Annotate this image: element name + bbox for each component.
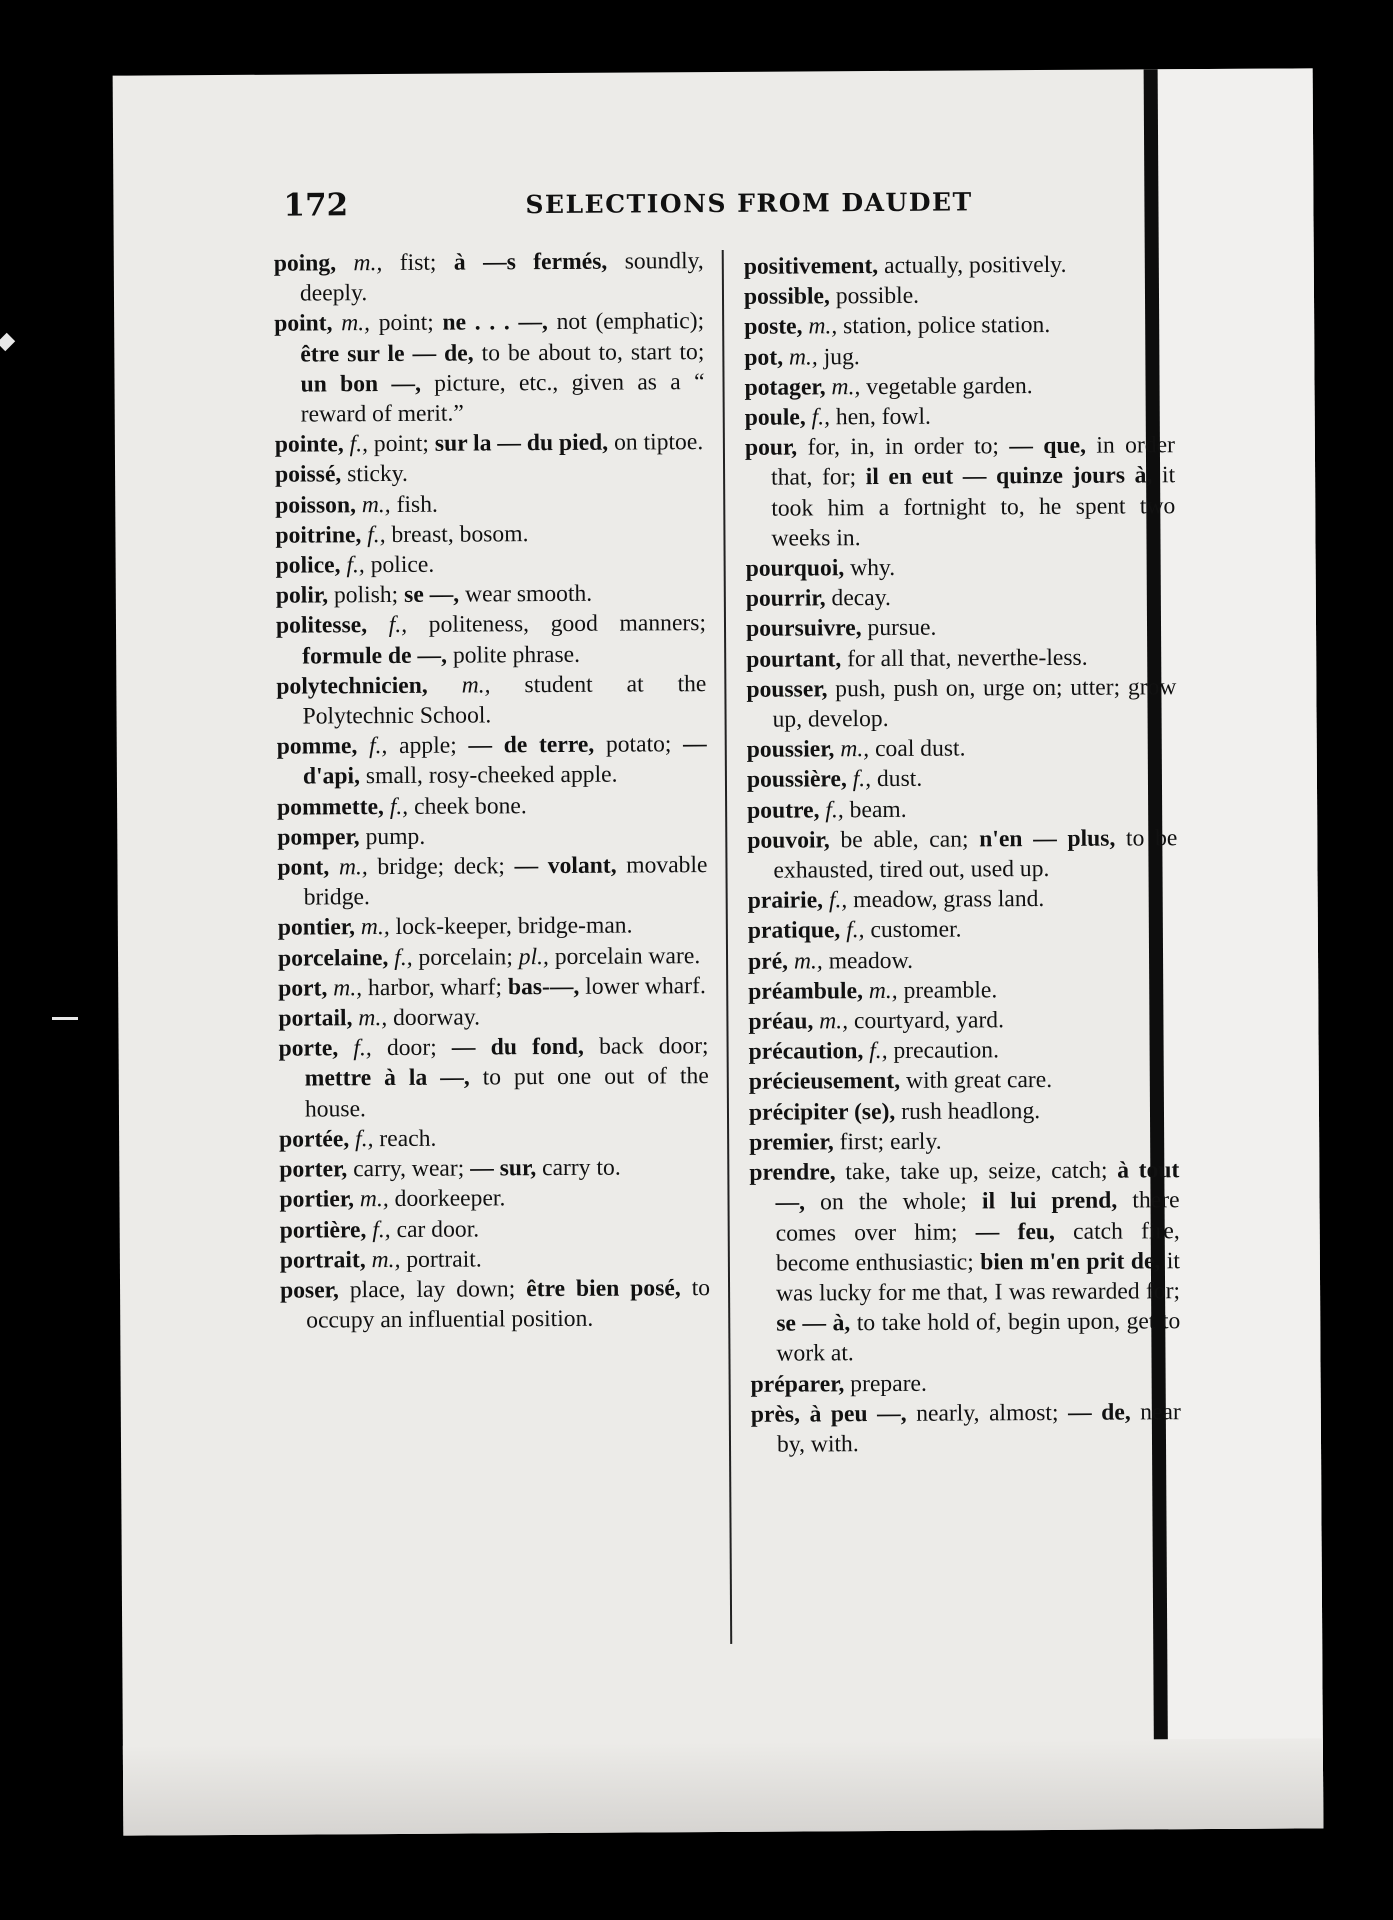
entry-text: jug. xyxy=(817,343,860,370)
entry-phrase: — du fond, xyxy=(451,1034,584,1061)
entry-text: wear smooth. xyxy=(459,580,593,608)
page-header xyxy=(283,183,1098,228)
dictionary-entry xyxy=(276,609,706,672)
entry-grammar: m., xyxy=(825,373,861,401)
entry-headword: pouvoir, xyxy=(747,827,830,854)
entry-text: carry to. xyxy=(536,1154,621,1182)
entry-headword: poussier, xyxy=(746,736,835,764)
dictionary-entry xyxy=(280,1243,710,1276)
entry-text: harbor, wharf; xyxy=(362,974,508,1002)
entry-phrase: se —, xyxy=(404,581,460,609)
entry-headword: précaution, xyxy=(748,1038,864,1066)
entry-text: there comes over him; xyxy=(775,1187,1180,1247)
entry-grammar: f., xyxy=(805,404,831,431)
entry-headword: point, xyxy=(274,310,333,338)
dictionary-entry xyxy=(278,941,708,974)
entry-text: porcelain; xyxy=(412,943,519,971)
entry-headword: pont, xyxy=(277,854,330,881)
entry-grammar: m., xyxy=(354,914,390,941)
entry-headword: porter, xyxy=(279,1156,348,1183)
entry-headword: potager, xyxy=(744,374,826,401)
entry-grammar: m., xyxy=(353,1186,389,1213)
entry-grammar: m., xyxy=(327,975,363,1002)
entry-grammar: m., xyxy=(365,1246,401,1273)
entry-grammar: m., xyxy=(782,343,818,371)
scan-edge-mark xyxy=(0,333,15,351)
entry-headword: poing, xyxy=(273,250,337,277)
entry-phrase: à —s fermés, xyxy=(453,248,608,276)
entry-text: prepare. xyxy=(844,1370,927,1397)
entry-text: why. xyxy=(844,554,896,582)
entry-grammar: m., xyxy=(427,672,491,699)
entry-text: to be exhausted, tired out, used up. xyxy=(773,825,1178,884)
entry-text: for, in, in order to; xyxy=(797,433,1010,461)
entry-phrase: — d'api, xyxy=(302,731,707,790)
entry-headword: pourquoi, xyxy=(745,555,845,582)
entry-phrase: être bien posé, xyxy=(526,1275,681,1303)
entry-headword: poursuivre, xyxy=(745,615,862,643)
entry-phrase: un bon —, xyxy=(300,370,422,398)
entry-headword: préau, xyxy=(748,1008,814,1035)
entry-text: portrait. xyxy=(400,1246,482,1273)
entry-headword: portier, xyxy=(279,1186,355,1213)
dictionary-entry xyxy=(748,883,1178,916)
entry-grammar: m., xyxy=(352,1005,388,1032)
entry-headword: poser, xyxy=(279,1277,339,1304)
entry-headword: pour, xyxy=(744,434,798,462)
dictionary-entry xyxy=(276,548,706,581)
entry-text: dust. xyxy=(870,766,923,793)
entry-headword: polytechnicien, xyxy=(276,672,428,700)
entry-phrase: bien m'en prit de, xyxy=(980,1248,1161,1276)
entry-grammar: f., xyxy=(822,887,848,914)
entry-text: to put one out of the house. xyxy=(304,1063,709,1123)
dictionary-entry xyxy=(277,850,707,913)
entry-headword: poste, xyxy=(744,313,803,341)
dictionary-entry xyxy=(744,340,1174,373)
entry-text: lower wharf. xyxy=(579,972,706,1000)
entry-text: not (emphatic); xyxy=(547,308,705,336)
entry-text: possible. xyxy=(829,282,920,310)
entry-phrase: mettre à la —, xyxy=(304,1065,470,1093)
entry-headword: pourrir, xyxy=(745,585,826,613)
entry-text: bridge; deck; xyxy=(367,853,515,881)
dictionary-entry xyxy=(278,1031,709,1124)
dictionary-entry xyxy=(274,246,704,309)
entry-text: lock-keeper, bridge-man. xyxy=(389,912,633,941)
entry-text: courtyard, yard. xyxy=(847,1007,1005,1035)
entry-text: car door. xyxy=(390,1215,480,1243)
entry-phrase: il en eut — quinze jours à, xyxy=(865,462,1153,491)
entry-text: vegetable garden. xyxy=(860,372,1033,400)
dictionary-entry xyxy=(280,1273,710,1336)
entry-grammar: f., xyxy=(840,917,865,944)
entry-headword: portail, xyxy=(278,1005,353,1032)
entry-text: police. xyxy=(364,551,435,579)
entry-grammar: m., xyxy=(355,491,391,518)
dictionary-entry xyxy=(277,820,707,853)
entry-headword: polir, xyxy=(275,582,329,609)
entry-headword: pré, xyxy=(747,948,789,975)
dictionary-entry xyxy=(744,249,1174,282)
entry-phrase: se — à, xyxy=(776,1310,851,1337)
entry-text: potato; xyxy=(594,731,684,759)
entry-headword: premier, xyxy=(749,1129,834,1156)
entry-text: precaution. xyxy=(887,1037,1000,1065)
entry-phrase: ne . . . —, xyxy=(442,309,548,337)
dictionary-entry xyxy=(278,1001,708,1034)
entry-text: beam. xyxy=(843,796,907,823)
entry-phrase: — que, xyxy=(1009,432,1087,460)
running-title: SELECTIONS FROM DAUDET xyxy=(525,187,973,220)
dictionary-entry xyxy=(746,672,1176,735)
entry-phrase: à tout —, xyxy=(775,1157,1180,1216)
entry-grammar: m., xyxy=(834,736,870,763)
entry-grammar: f., xyxy=(343,431,369,458)
entry-headword: pousser, xyxy=(746,676,828,703)
entry-text: doorway. xyxy=(387,1004,481,1032)
dictionary-entry xyxy=(279,1152,709,1185)
entry-headword: possible, xyxy=(743,283,830,311)
entry-headword: portière, xyxy=(279,1216,367,1244)
dictionary-entry xyxy=(275,457,705,490)
dictionary-entry xyxy=(748,914,1178,947)
dictionary-entry xyxy=(278,971,708,1004)
entry-headword: port, xyxy=(278,975,328,1002)
entry-headword: pomper, xyxy=(277,824,360,851)
dictionary-entry xyxy=(746,612,1176,645)
entry-text: polish; xyxy=(327,582,405,609)
dictionary-entry xyxy=(747,823,1177,886)
dictionary-entry xyxy=(749,1155,1180,1369)
entry-text: breast, bosom. xyxy=(385,520,529,548)
entry-headword: poule, xyxy=(744,404,806,431)
entry-text: preamble. xyxy=(897,977,998,1004)
entry-text: point; xyxy=(369,310,443,337)
entry-headword: portée, xyxy=(279,1126,350,1153)
dictionary-entry xyxy=(745,430,1176,553)
dictionary-entry xyxy=(744,370,1174,403)
entry-headword: porte, xyxy=(278,1035,339,1062)
entry-text: hen, fowl. xyxy=(829,403,931,431)
entry-text: polite phrase. xyxy=(446,641,581,669)
dictionary-entry xyxy=(749,1095,1179,1128)
entry-headword: portrait, xyxy=(279,1246,366,1274)
dictionary-entry xyxy=(277,729,707,792)
entry-text: fish. xyxy=(390,491,438,518)
dictionary-entry xyxy=(279,1122,709,1155)
dictionary-entry xyxy=(751,1397,1181,1460)
entry-headword: poisson, xyxy=(275,491,356,519)
entry-headword: pomme, xyxy=(276,733,358,760)
entry-text: pursue. xyxy=(861,615,937,642)
entry-grammar: f., xyxy=(383,793,409,820)
entry-headword: pontier, xyxy=(277,914,356,942)
dictionary-entry xyxy=(751,1367,1181,1400)
entry-grammar: m., xyxy=(802,313,838,340)
entry-grammar: m., xyxy=(336,250,383,277)
entry-headword: prendre, xyxy=(749,1159,836,1186)
entry-headword: politesse, xyxy=(275,612,368,640)
entry-text: reach. xyxy=(373,1125,437,1152)
entry-text: point; xyxy=(367,430,435,458)
entry-headword: précipiter (se), xyxy=(748,1098,896,1126)
entry-text: decay. xyxy=(825,585,891,612)
entry-text: back door; xyxy=(583,1033,709,1061)
entry-text: nearly, almost; xyxy=(906,1399,1069,1427)
entry-grammar: m., xyxy=(329,854,368,881)
entry-text: rush headlong. xyxy=(895,1097,1041,1125)
entry-text: to be about to, start to; xyxy=(473,338,705,367)
entry-headword: pot, xyxy=(744,344,784,371)
entry-text: first; early. xyxy=(833,1128,942,1156)
entry-grammar: f., xyxy=(819,796,844,824)
entry-phrase: sur la — du pied, xyxy=(434,429,609,457)
entry-text: for all that, neverthe-less. xyxy=(841,644,1088,672)
entry-headword: pourtant, xyxy=(746,645,842,673)
entry-grammar: f., xyxy=(367,612,408,639)
entry-headword: positivement, xyxy=(743,253,879,280)
entry-grammar: f., xyxy=(357,733,388,760)
entry-grammar: f., xyxy=(338,1035,372,1062)
dictionary-entry xyxy=(276,669,706,732)
dictionary-entry xyxy=(275,427,705,460)
entry-grammar: m., xyxy=(862,977,898,1004)
entry-text: push, push on, urge on; utter; grow up, develop. xyxy=(772,674,1177,733)
entry-phrase: formule de —, xyxy=(302,642,448,670)
entry-text: fist; xyxy=(382,249,454,277)
dictionary-entry xyxy=(279,1182,709,1215)
entry-text: pump. xyxy=(359,823,426,851)
entry-headword: préambule, xyxy=(748,977,864,1005)
entry-text: cheek bone. xyxy=(408,792,527,820)
entry-text: actually, positively. xyxy=(878,251,1067,280)
book-page xyxy=(113,68,1324,1835)
entry-text: station, police station. xyxy=(837,312,1051,340)
column-divider xyxy=(722,250,733,1644)
entry-phrase: — volant, xyxy=(514,852,617,880)
entry-text: porcelain ware. xyxy=(548,942,701,970)
entry-phrase: — feu, xyxy=(975,1218,1055,1245)
entry-headword: pommette, xyxy=(277,793,384,821)
entry-headword: pointe, xyxy=(274,431,344,458)
dictionary-entry xyxy=(275,518,705,551)
entry-grammar: m., xyxy=(787,948,823,975)
entry-grammar: f., xyxy=(846,766,872,793)
entry-text: it was lucky for me that, I was rewarded for; xyxy=(776,1247,1181,1307)
entry-phrase: bas-—, xyxy=(507,973,580,1001)
entry-text: sticky. xyxy=(341,461,408,488)
entry-text: doorkeeper. xyxy=(388,1185,506,1213)
entry-phrase: — sur, xyxy=(470,1155,537,1182)
dictionary-entry xyxy=(748,944,1178,977)
entry-text: near by, with. xyxy=(776,1398,1181,1458)
page-shadow xyxy=(123,1738,1324,1835)
entry-text: on tiptoe. xyxy=(608,429,704,456)
entry-text: place, lay down; xyxy=(338,1276,527,1304)
entry-text: to take hold of, begin upon, get to work at. xyxy=(776,1308,1181,1367)
entry-text: customer. xyxy=(864,916,962,944)
entry-grammar: f., xyxy=(863,1038,888,1065)
entry-phrase: — de, xyxy=(1067,1399,1131,1426)
entry-text: meadow, grass land. xyxy=(847,886,1045,914)
dictionary-entry xyxy=(744,310,1174,343)
entry-headword: poitrine, xyxy=(275,521,362,549)
dictionary-entry xyxy=(749,1034,1179,1067)
entry-text: with great care. xyxy=(900,1067,1053,1095)
entry-grammar: f., xyxy=(388,944,413,971)
entry-text: it took him a fortnight to, he spent two weeks in. xyxy=(771,462,1176,552)
dictionary-entry xyxy=(746,642,1176,675)
dictionary-entry xyxy=(749,1065,1179,1098)
entry-headword: poussière, xyxy=(746,766,847,794)
entry-grammar: f., xyxy=(366,1216,391,1243)
entry-text: door; xyxy=(371,1034,452,1062)
entry-text: movable bridge. xyxy=(303,852,708,911)
entry-text: coal dust. xyxy=(869,735,966,763)
dictionary-entry xyxy=(747,732,1177,765)
dictionary-entry xyxy=(278,911,708,944)
dictionary-entry xyxy=(746,551,1176,584)
entry-headword: police, xyxy=(275,552,341,579)
dictionary-entry xyxy=(744,279,1174,312)
dictionary-entry xyxy=(274,306,705,429)
scan-edge-mark xyxy=(52,1017,78,1020)
entry-text: on the whole; xyxy=(804,1188,983,1216)
entry-text: be able, can; xyxy=(829,826,980,854)
entry-text: small, rosy-cheeked apple. xyxy=(359,762,618,790)
entry-grammar: f., xyxy=(340,552,365,579)
entry-grammar: m., xyxy=(332,310,371,337)
entry-text: student at the Polytechnic School. xyxy=(302,670,707,730)
dictionary-entry xyxy=(277,790,707,823)
entry-grammar: pl., xyxy=(518,943,549,970)
entry-text: politeness, good manners; xyxy=(407,610,707,639)
entry-grammar: f., xyxy=(349,1125,374,1153)
entry-phrase: il lui prend, xyxy=(981,1187,1118,1215)
page-number: 172 xyxy=(283,187,349,224)
entry-text: carry, wear; xyxy=(347,1155,471,1183)
dictionary-entry xyxy=(747,793,1177,826)
entry-headword: pratique, xyxy=(747,917,841,945)
dictionary-entry xyxy=(748,974,1178,1007)
dictionary-entry xyxy=(280,1213,710,1246)
entry-headword: préparer, xyxy=(750,1370,845,1398)
dictionary-entry xyxy=(747,763,1177,796)
entry-headword: précieusement, xyxy=(748,1068,901,1096)
entry-grammar: f., xyxy=(361,521,386,548)
right-column xyxy=(744,249,1181,1460)
entry-headword: poutre, xyxy=(747,797,820,824)
entry-headword: près, xyxy=(750,1401,801,1428)
entry-phrase: n'en — plus, xyxy=(979,825,1116,853)
dictionary-entry xyxy=(275,488,705,521)
entry-grammar: m., xyxy=(813,1008,849,1035)
entry-text: take, take up, seize, catch; xyxy=(835,1157,1118,1186)
dictionary-entry xyxy=(746,581,1176,614)
entry-text: meadow. xyxy=(822,947,914,975)
entry-text: in order that, for; xyxy=(771,432,1176,492)
dictionary-entry xyxy=(276,578,706,611)
dictionary-entry xyxy=(749,1125,1179,1158)
entry-phrase: — de terre, xyxy=(468,732,595,759)
entry-phrase: à peu —, xyxy=(799,1400,907,1428)
dictionary-entry xyxy=(745,400,1175,433)
entry-headword: poissé, xyxy=(274,461,342,489)
entry-text: catch fire, become enthusiastic; xyxy=(775,1217,1180,1277)
entry-headword: porcelaine, xyxy=(277,944,389,972)
entry-headword: prairie, xyxy=(747,887,824,915)
left-column xyxy=(274,246,711,1336)
entry-text: soundly, deeply. xyxy=(299,248,704,307)
entry-text: apple; xyxy=(387,732,469,760)
dictionary-entry xyxy=(748,1004,1178,1037)
entry-text: to occupy an influential position. xyxy=(306,1274,711,1334)
entry-text: picture, etc., given as a “ reward of merit.” xyxy=(300,368,705,428)
entry-phrase: être sur le — de, xyxy=(300,340,474,368)
